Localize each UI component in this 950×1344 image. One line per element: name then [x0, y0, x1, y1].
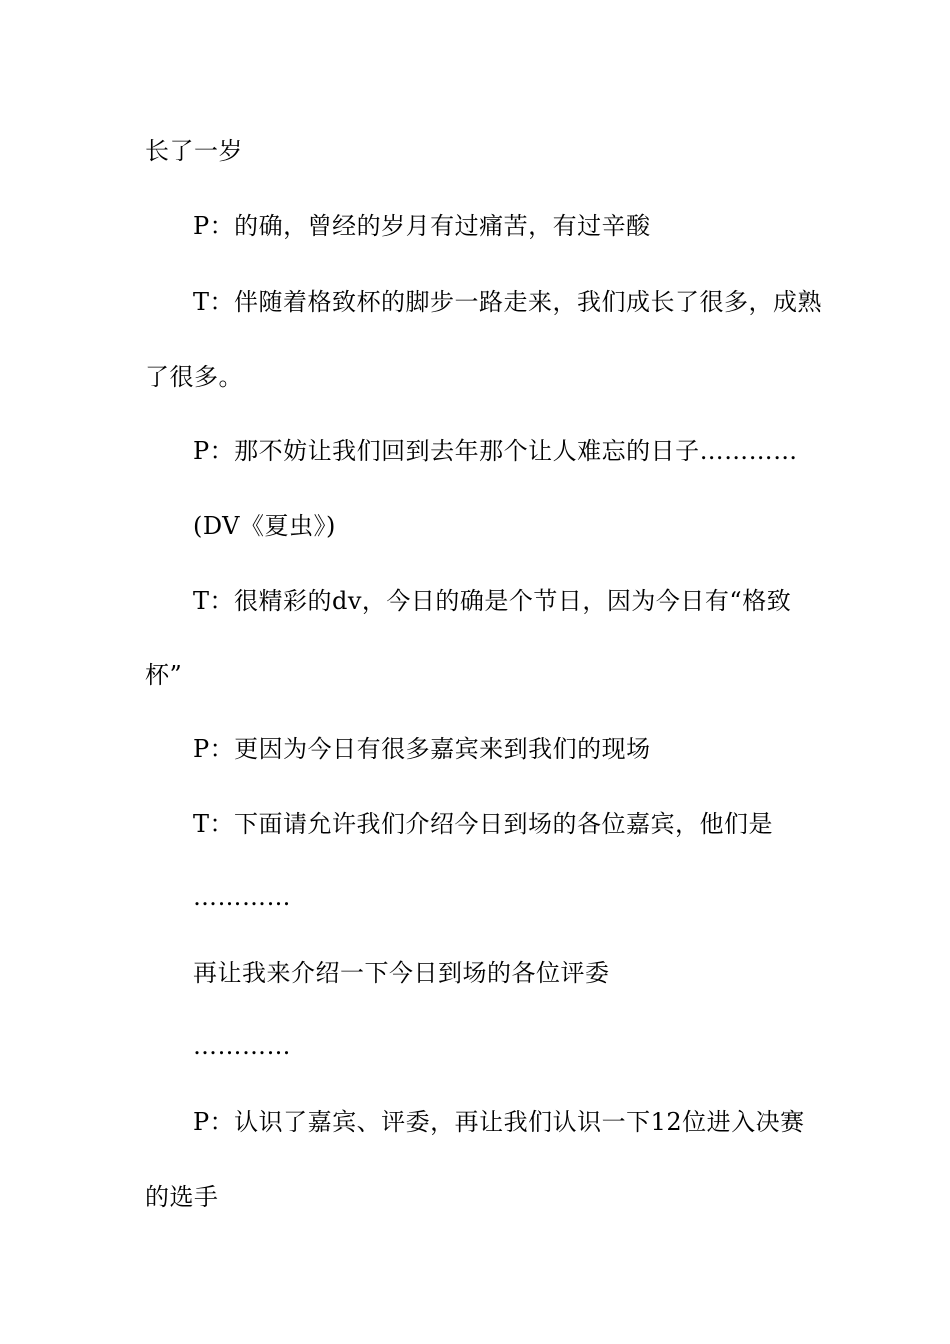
text-line: P：那不妨让我们回到去年那个让人难忘的日子…………: [193, 437, 798, 465]
text-line: T：很精彩的dv，今日的确是个节日，因为今日有“格致: [193, 587, 792, 615]
text-line: 的选手: [145, 1183, 219, 1211]
text-line: P：更因为今日有很多嘉宾来到我们的现场: [193, 735, 651, 763]
text-line: 长了一岁: [145, 137, 243, 165]
text-line: 了很多。: [145, 363, 243, 391]
text-line: T：下面请允许我们介绍今日到场的各位嘉宾，他们是: [193, 810, 774, 838]
text-line: 再让我来介绍一下今日到场的各位评委: [193, 959, 610, 987]
text-line: P：认识了嘉宾、评委，再让我们认识一下12位进入决赛: [193, 1108, 805, 1136]
text-line: …………: [193, 883, 291, 911]
text-line: (DV《夏虫》): [193, 512, 336, 540]
text-line: 杯”: [145, 661, 183, 689]
text-line: P：的确，曾经的岁月有过痛苦，有过辛酸: [193, 212, 651, 240]
text-line: …………: [193, 1032, 291, 1060]
text-line: T：伴随着格致杯的脚步一路走来，我们成长了很多，成熟: [193, 288, 823, 316]
